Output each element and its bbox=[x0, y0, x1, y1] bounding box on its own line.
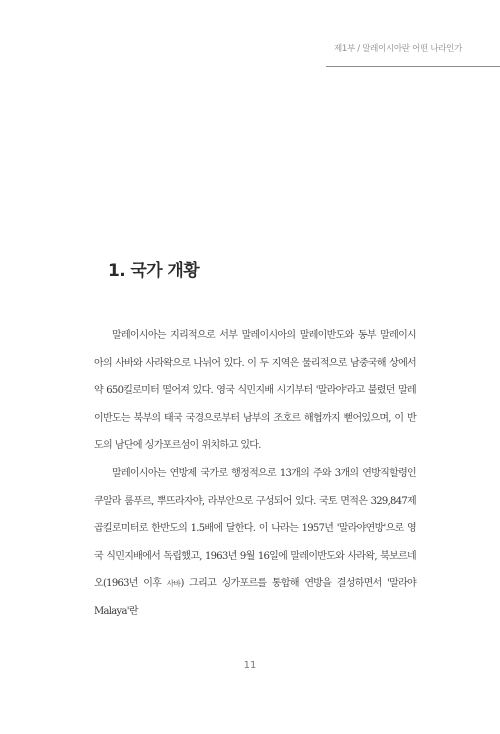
running-header: 제1부 / 말레이시아란 어떤 나라인가 bbox=[333, 44, 462, 54]
section-title: 1. 국가 개황 bbox=[108, 261, 200, 281]
paragraph bbox=[94, 322, 416, 460]
paragraph bbox=[94, 460, 416, 626]
header-rule bbox=[326, 66, 500, 67]
paragraph-small-text: 사바 bbox=[166, 579, 181, 589]
page-number: 11 bbox=[243, 660, 257, 671]
body-text bbox=[94, 322, 416, 626]
paragraph-text: 말레이시아는 연방제 국가로 행정적으로 13개의 주와 3개의 연방직할령인 쿠알라 룸푸르, 뿌뜨라자야, 라부안으로 구성되어 있다. 국토 면적은 329,847제곱킬로미터로 한반도의 1.5배에 달한다. 이 나라는 1957년 '말라야연방'으로 영국 식민지배에서 독립했고, 1963년 9월 16일에 말레이반도와 사라왁, 북보르네오(1963년 이후 bbox=[94, 467, 416, 590]
paragraph-text: 말레이시아는 지리적으로 서부 말레이시아의 말레이반도와 동부 말레이시아의 사바와 사라왁으로 나뉘어 있다. 이 두 지역은 물리적으로 남중국해 상에서 약 650킬로미터 떨어져 있다. 영국 식민지배 시기부터 '말라야'라고 불렸던 말레이반도는 북부의 태국 국경으로부터 남부의 조호르 해협까지 뻗어있으며, 이 반도의 남단에 싱가포르섬이 위치하고 있다. bbox=[94, 330, 416, 452]
paragraph-text-end: ) 그리고 싱가포르를 통합해 연방을 결성하면서 '말라야Malaya'란 bbox=[94, 578, 416, 617]
